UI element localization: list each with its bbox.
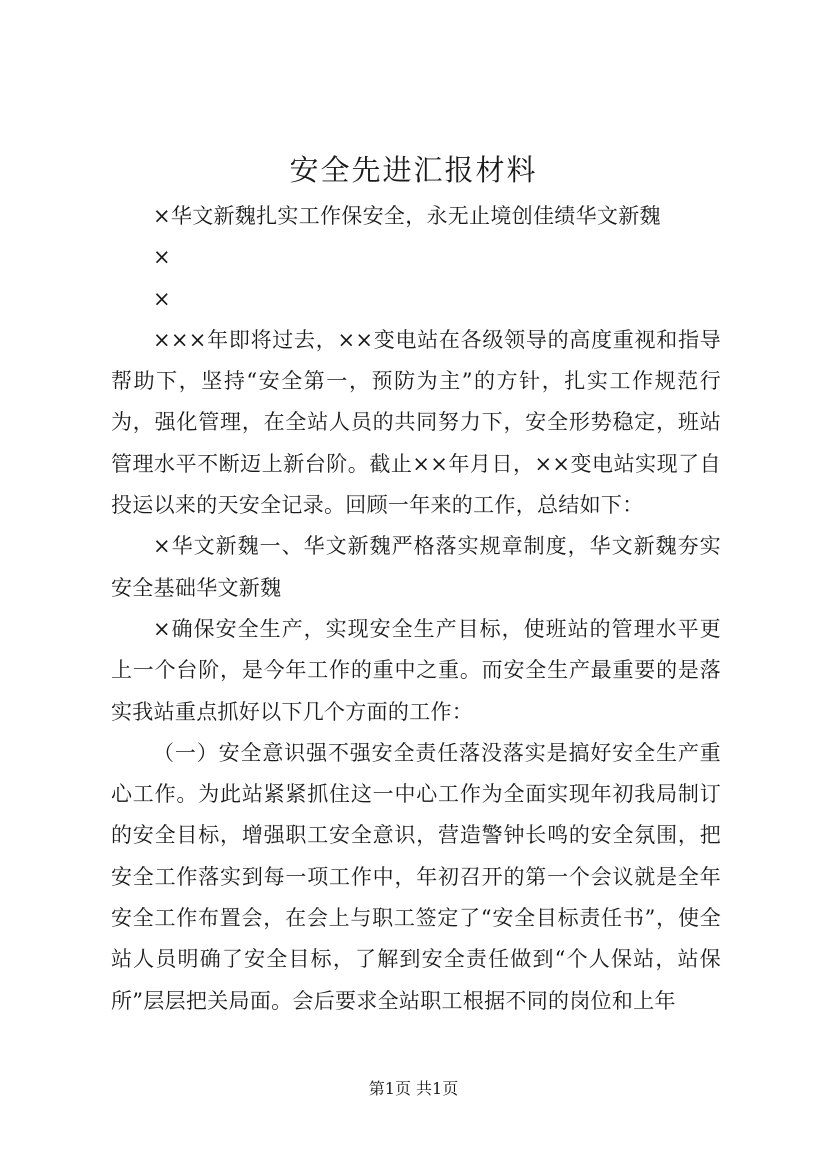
document-title: 安全先进汇报材料 [289,153,538,187]
body-paragraph: ×华文新魏扎实工作保安全，永无止境创佳绩华文新魏 [153,204,661,228]
body-paragraph: ×××年即将过去，××变电站在各级领导的高度重视和指导帮助下，坚持“安全第一，预防为主”的方针，扎实工作规范行为，强化管理，在全站人员的共同努力下，安全形势稳定，班站管理水平不断迈上新台阶。截止××年月日，××变电站实现了自投运以来的天安全记录。回顾一年来的工作，总结如下： [111,327,721,518]
body-paragraph: （一）安全意识强不强安全责任落没落实是搞好安全生产重心工作。为此站紧紧抓住这一中心工作为全面实现年初我局制订的安全目标，增强职工安全意识，营造警钟长鸣的安全氛围，把安全工作落实到每一项工作中，年初召开的第一个会议就是全年安全工作布置会，在会上与职工签定了“安全目标责任书”，使全站人员明确了安全目标，了解到安全责任做到“个人保站，站保所”层层把关局面。会后要求全站职工根据不同的岗位和上年 [111,740,721,1013]
body-paragraph: ×华文新魏一、华文新魏严格落实规章制度，华文新魏夯实安全基础华文新魏 [111,534,721,600]
body-paragraph: × [153,245,171,270]
body-paragraph: ×确保安全生产，实现安全生产目标，使班站的管理水平更上一个台阶，是今年工作的重中之重。而安全生产最重要的是落实我站重点抓好以下几个方面的工作： [111,616,721,724]
page-footer: 第1页 共1页 [368,1079,459,1098]
body-paragraph: × [153,286,171,311]
document-body [111,196,721,1022]
